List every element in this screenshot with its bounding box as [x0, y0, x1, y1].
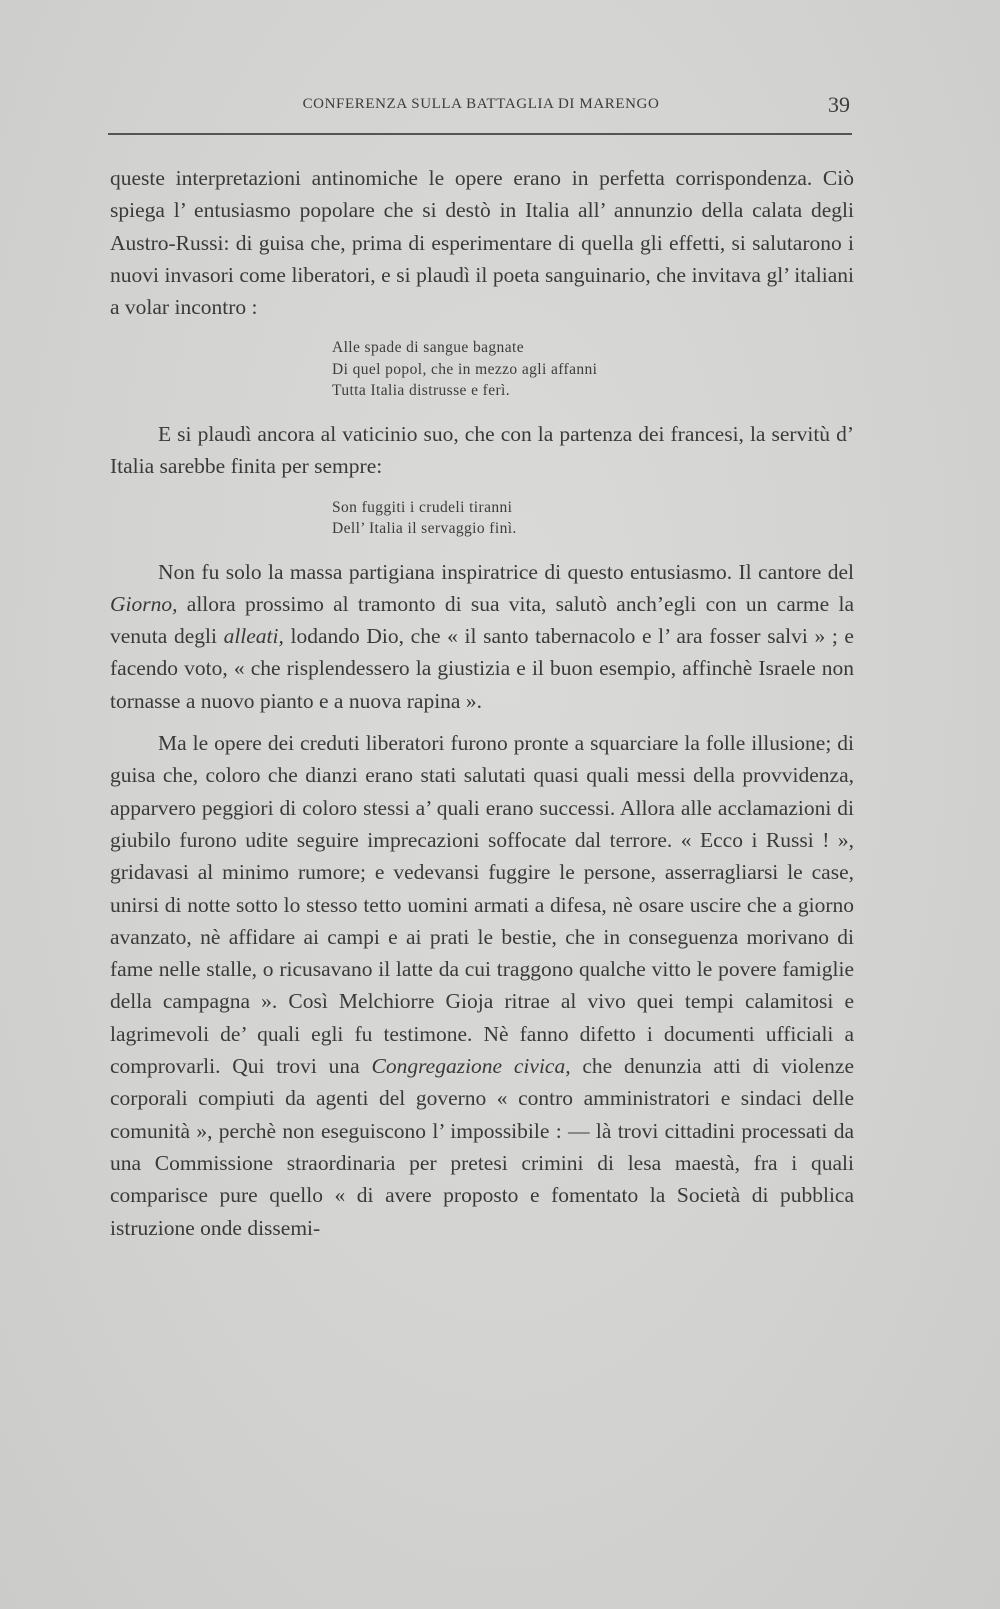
header-rule: [108, 133, 852, 135]
text-run: Ma le opere dei creduti liberatori furono pronte a squarciare la folle illusione; di guisa che, coloro che dianzi erano stati salutati quasi quali messi della provvidenza, apparvero peggiori di coloro stessi a’ quali erano successi. Allora alle acclamazioni di giubilo furono udite seguire imprecazioni soffocate dal terrore. « Ecco i Russi ! », gridavasi al minimo rumore; e vedevansi fuggire le persone, asserragliarsi le case, unirsi di notte sotto lo stesso tetto uomini armati a difesa, nè osare uscire che a giorno avanzato, nè affidare ai campi e ai prati le bestie, che in conseguenza morivano di fame nelle stalle, o ricusavano il latte da cui traggono qualche vitto le povere famiglie della campagna ». Così Melchiorre Gioja ritrae al vivo quei tempi calamitosi e lagrimevoli de’ quali egli fu testimone. Nè fanno difetto i documenti ufficiali a comprovarli. Qui trovi una: [110, 731, 854, 1079]
verse-line: Di quel popol, che in mezzo agli affanni: [332, 360, 598, 378]
page-header: [112, 92, 850, 122]
italic-title-giorno: Giorno,: [110, 591, 178, 616]
verse-line: Dell’ Italia il servaggio finì.: [332, 520, 517, 538]
text-run: allora prossimo al tramonto di sua vita, salutò anch’egli con un carme la venuta degli: [110, 591, 854, 649]
verse-quote-2: [110, 497, 854, 540]
italic-term-congregazione: Congregazione civica,: [371, 1054, 571, 1079]
text-run: lodando Dio, che « il santo tabernacolo e l’ ara fosser salvi » ; e facendo voto, « che risplendessero la giustizia e il buon esempio, affinchè Israele non tornasse a nuovo pianto e a nuova rapina ».: [110, 624, 854, 713]
body-text: [110, 162, 854, 1244]
verse-quote-1: [110, 337, 854, 402]
page-number: 39: [828, 92, 850, 117]
paragraph: [110, 727, 854, 1244]
paragraph: queste interpretazioni antinomiche le opere erano in perfetta corrispondenza. Ciò spiega l’ entusiasmo popolare che si destò in Italia all’ annunzio della calata degli Austro-Russi: di guisa che, prima di esperimentare di quella gli effetti, si salutarono i nuovi invasori come liberatori, e si plaudì il poeta sanguinario, che invitava gl’ italiani a volar incontro :: [110, 166, 854, 320]
verse-line: Tutta Italia distrusse e ferì.: [332, 382, 511, 400]
paragraph: E si plaudì ancora al vaticinio suo, che con la partenza dei francesi, la servitù d’ Italia sarebbe finita per sempre:: [110, 421, 854, 479]
text-run: Non fu solo la massa partigiana inspiratrice di questo entusiasmo. Il cantore del: [158, 559, 854, 584]
verse-line: Son fuggiti i crudeli tiranni: [332, 498, 513, 516]
text-run: che denunzia atti di violenze corporali compiuti da agenti del governo « contro amministratori e sindaci delle comunità », perchè non eseguiscono l’ impossibile : — là trovi cittadini processati da una Commissione straordinaria per pretesi crimini di lesa maestà, fra i quali comparisce pure quello « di avere proposto e fomentato la Società di pubblica istruzione onde dissemi-: [110, 1054, 854, 1240]
italic-word-alleati: alleati,: [223, 624, 284, 649]
paragraph: [110, 556, 854, 717]
running-title: CONFERENZA SULLA BATTAGLIA DI MARENGO: [302, 96, 660, 112]
verse-line: Alle spade di sangue bagnate: [332, 339, 524, 357]
